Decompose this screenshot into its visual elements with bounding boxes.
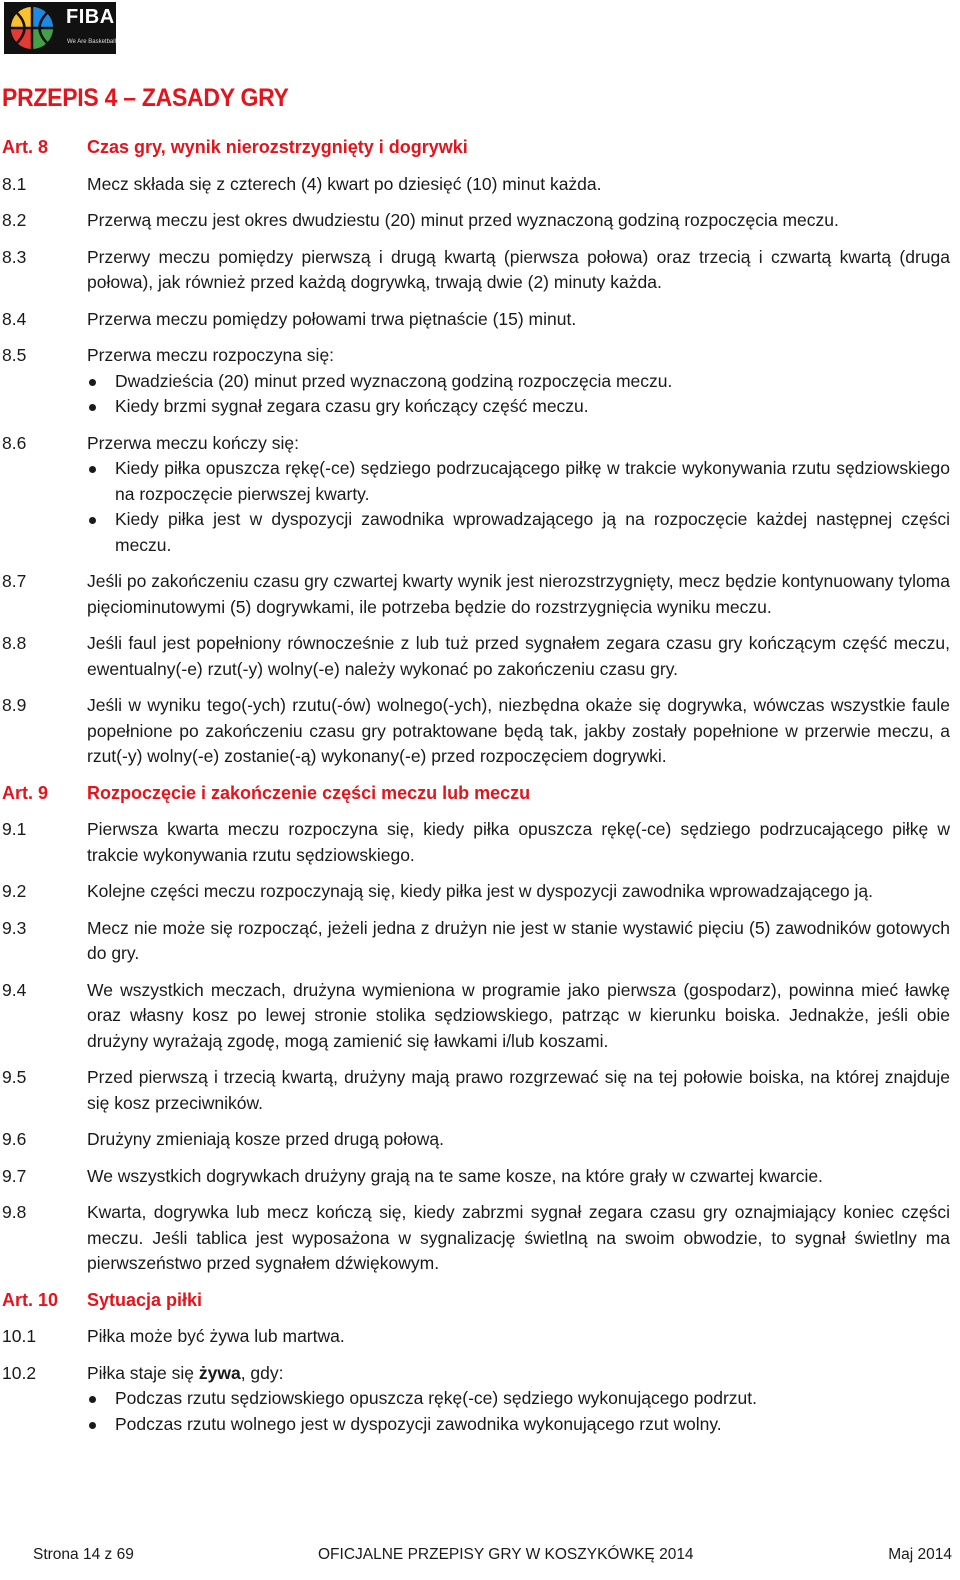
rule-body <box>87 978 950 1055</box>
rule-body <box>87 431 950 559</box>
footer-date: Maj 2014 <box>888 1546 952 1563</box>
rule-text: Jeśli po zakończeniu czasu gry czwartej kwarty wynik jest nierozstrzygnięty, mecz będzie kontynuowany tyloma pięciominutowymi (5) dogrywkami, ile potrzeba będzie do rozstrzygnięcia wyniku meczu. <box>87 571 950 617</box>
rule-text: Pierwsza kwarta meczu rozpoczyna się, kiedy piłka opuszcza rękę(-ce) sędziego podrzucającego piłkę w trakcie wykonywania rzutu sędziowskiego. <box>87 819 950 865</box>
rule-text: Przed pierwszą i trzecią kwartą, drużyny mają prawo rozgrzewać się na tej połowie boiska, na której znajduje się kosz przeciwników. <box>87 1067 950 1113</box>
rule-text-bold: żywa <box>198 1362 241 1383</box>
rule-body <box>87 1324 950 1350</box>
basketball-globe-icon <box>4 2 60 54</box>
rule-number: 8.1 <box>2 173 27 194</box>
rule-number: 9.5 <box>2 1067 27 1087</box>
rule-number: 9.3 <box>2 917 27 938</box>
rule-body <box>87 569 950 620</box>
rule-number: 8.6 <box>2 432 27 453</box>
rule-number: 9.7 <box>2 1165 27 1186</box>
rule-text: We wszystkich meczach, drużyna wymieniona w programie jako pierwsza (gospodarz), powinna mieć ławkę oraz własny kosz po lewej stronie stolika sędziowskiego, patrząc w kierunku boiska. Jednakże, jeśli obie drużyny wyrażają zgodę, mogą zamienić się ławkami i/lub koszami. <box>87 979 950 1051</box>
rule-text: Przerwa meczu pomiędzy połowami trwa piętnaście (15) minut. <box>87 308 577 329</box>
rule-body <box>87 916 950 967</box>
rule-item <box>2 1200 950 1277</box>
rule-item <box>2 245 950 296</box>
rule-text: Przerwą meczu jest okres dwudziestu (20) minut przed wyznaczoną godziną rozpoczęcia meczu. <box>87 210 839 230</box>
rule-item <box>2 1324 950 1350</box>
rule-body <box>87 879 950 905</box>
rule-text: Jeśli w wyniku tego(-ych) rzutu(-ów) wolnego(-ych), niezbędna okaże się dogrywka, wówczas wszystkie faule popełnione po zakończeniu czasu gry potraktowane będą tak, jakby zostały popełnione w przerwie meczu, a rzut(-y) wolny(-e) zostanie(-ą) wykonany(-e) przed rozpoczęciem dogrywki. <box>87 695 950 766</box>
footer-page-number: Strona 14 z 69 <box>33 1546 134 1563</box>
rule-item <box>2 978 950 1055</box>
rule-number: 9.2 <box>2 881 27 901</box>
article-title: Czas gry, wynik nierozstrzygnięty i dogrywki <box>87 137 468 157</box>
bullet-list <box>87 456 950 558</box>
rule-body <box>87 307 950 333</box>
rule-text: Przerwa meczu rozpoczyna się: <box>87 345 335 365</box>
rule-body <box>87 208 950 234</box>
rule-item <box>2 172 950 198</box>
bullet-item: Kiedy piłka opuszcza rękę(-ce) sędziego podrzucającego piłkę w trakcie wykonywania rzutu sędziowskiego na rozpoczęcie pierwszej kwarty. <box>87 456 950 507</box>
rule-number: 10.2 <box>2 1362 37 1383</box>
rule-item <box>2 343 950 420</box>
bullet-list <box>87 369 950 420</box>
article-number: Art. 8 <box>2 137 49 157</box>
rule-item <box>2 1164 950 1190</box>
rule-item <box>2 693 950 770</box>
article-heading <box>2 135 950 161</box>
article-number: Art. 10 <box>2 1289 59 1310</box>
rule-body <box>87 343 950 420</box>
rule-body <box>87 631 950 682</box>
page-footer <box>0 1546 960 1570</box>
rule-item <box>2 1065 950 1116</box>
rule-number: 10.1 <box>2 1326 37 1346</box>
rule-text: Przerwy meczu pomiędzy pierwszą i drugą kwartą (pierwsza połowa) oraz trzecią i czwartą kwartą (druga połowa), jak również przed każdą dogrywką, trwają dwie (2) minuty każda. <box>87 246 950 292</box>
rule-body <box>87 1200 950 1277</box>
rule-text: Przerwa meczu kończy się: <box>87 432 300 453</box>
logo-tagline: We Are Basketball <box>67 39 116 45</box>
rule-body <box>87 1361 950 1438</box>
rule-item <box>2 916 950 967</box>
article-heading <box>2 781 950 807</box>
rule-body <box>87 693 950 770</box>
rule-body <box>87 817 950 868</box>
fiba-wordmark <box>60 2 116 54</box>
rule-number: 8.4 <box>2 308 27 329</box>
rule-text: Jeśli faul jest popełniony równocześnie z lub tuż przed sygnałem zegara czasu gry kończącym część meczu, ewentualny(-e) rzut(-y) wolny(-e) należy wykonać po zakończeniu czasu gry. <box>87 633 950 679</box>
bullet-item: Podczas rzutu sędziowskiego opuszcza rękę(-ce) sędziego wykonującego podrzut. <box>87 1386 950 1412</box>
bullet-list <box>87 1386 950 1437</box>
rule-number: 8.2 <box>2 210 27 230</box>
rule-text: Drużyny zmieniają kosze przed drugą połową. <box>87 1129 444 1149</box>
rule-number: 9.4 <box>2 979 27 1000</box>
rule-text-pre: Piłka staje się <box>87 1362 199 1383</box>
rules-content <box>2 135 950 1448</box>
article-title: Sytuacja piłki <box>87 1289 203 1310</box>
fiba-logo <box>4 2 116 54</box>
rule-number: 8.8 <box>2 633 27 653</box>
rule-item <box>2 631 950 682</box>
rule-text-post: , gdy: <box>240 1362 284 1383</box>
rule-number: 9.1 <box>2 819 27 839</box>
rule-text: We wszystkich dogrywkach drużyny grają na te same kosze, na które grały w czwartej kwarcie. <box>87 1165 823 1186</box>
bullet-item: Kiedy brzmi sygnał zegara czasu gry kończący część meczu. <box>87 394 950 420</box>
bullet-item: Kiedy piłka jest w dyspozycji zawodnika wprowadzającego ją na rozpoczęcie każdej następnej części meczu. <box>87 507 950 558</box>
rule-text: Piłka może być żywa lub martwa. <box>87 1326 345 1346</box>
rule-body <box>87 1164 950 1190</box>
rule-text: Mecz nie może się rozpocząć, jeżeli jedna z drużyn nie jest w stanie wystawić pięciu (5) zawodników gotowych do gry. <box>87 917 950 963</box>
bullet-item: Podczas rzutu wolnego jest w dyspozycji zawodnika wykonującego rzut wolny. <box>87 1412 950 1438</box>
rule-item <box>2 817 950 868</box>
article-heading <box>2 1288 950 1314</box>
rule-item <box>2 1127 950 1153</box>
rule-text: Kolejne części meczu rozpoczynają się, kiedy piłka jest w dyspozycji zawodnika wprowadzającego ją. <box>87 881 873 901</box>
rule-item <box>2 569 950 620</box>
rule-body <box>87 1065 950 1116</box>
rule-number: 9.8 <box>2 1202 27 1222</box>
rule-number: 8.3 <box>2 246 27 267</box>
logo-word: FIBA <box>66 6 115 28</box>
article-title: Rozpoczęcie i zakończenie części meczu lub meczu <box>87 782 531 803</box>
rule-item <box>2 307 950 333</box>
rule-body <box>87 245 950 296</box>
rule-number: 8.5 <box>2 345 27 365</box>
rule-text: Kwarta, dogrywka lub mecz kończą się, kiedy zabrzmi sygnał zegara czasu gry oznajmiający koniec części meczu. Jeśli tablica jest wyposażona w sygnalizację świetlną na swoim obwodzie, to sygnał świetlny ma pierwszeństwo przed sygnałem dźwiękowym. <box>87 1202 950 1273</box>
rule-number: 8.9 <box>2 695 27 715</box>
bullet-item: Dwadzieścia (20) minut przed wyznaczoną godziną rozpoczęcia meczu. <box>87 369 950 395</box>
rule-body <box>87 172 950 198</box>
rule-text <box>87 1361 950 1387</box>
rule-number: 8.7 <box>2 571 27 591</box>
footer-document-title: OFICJALNE PRZEPISY GRY W KOSZYKÓWKĘ 2014 <box>318 1546 694 1563</box>
rule-item <box>2 1361 950 1438</box>
rule-item <box>2 879 950 905</box>
rule-item <box>2 431 950 559</box>
rule-item <box>2 208 950 234</box>
rule-body <box>87 1127 950 1153</box>
article-number: Art. 9 <box>2 782 49 803</box>
rule-text: Mecz składa się z czterech (4) kwart po dziesięć (10) minut każda. <box>87 173 602 194</box>
chapter-title: PRZEPIS 4 – ZASADY GRY <box>2 84 289 112</box>
rule-number: 9.6 <box>2 1129 27 1149</box>
